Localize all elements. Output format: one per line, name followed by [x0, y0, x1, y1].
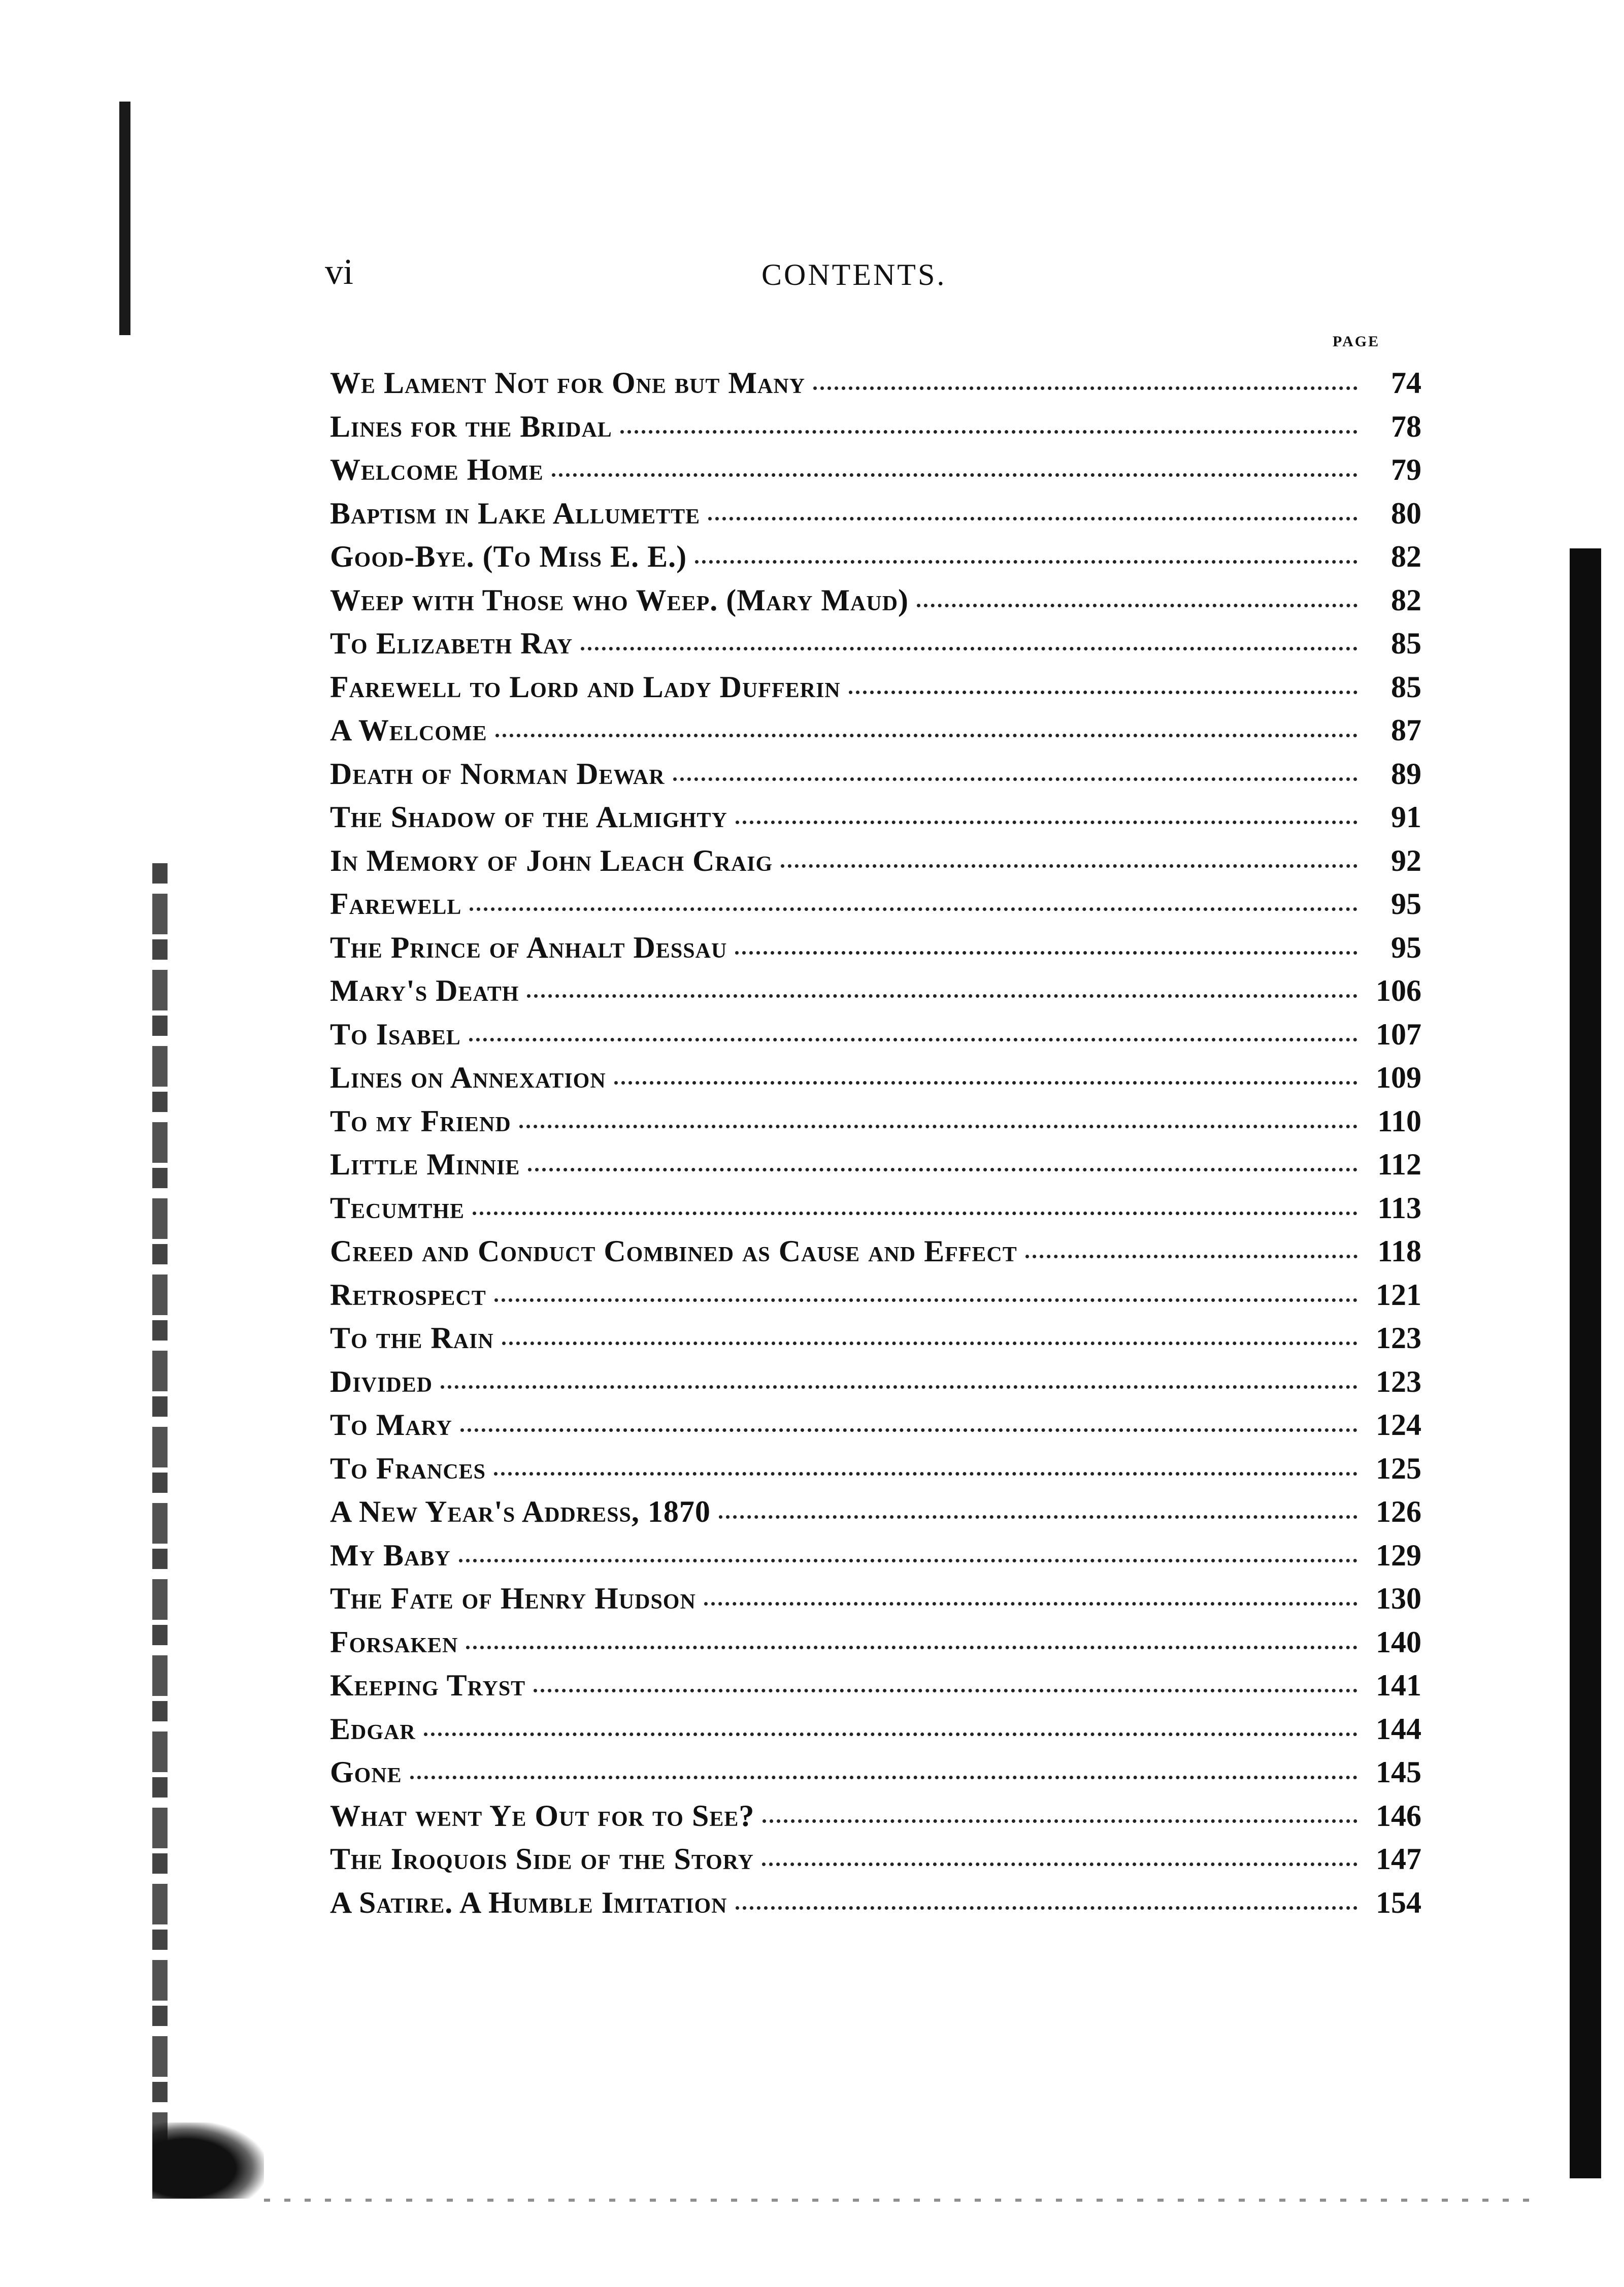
toc-entry-page: 85	[1391, 627, 1421, 660]
dot-leader	[528, 1168, 1357, 1171]
toc-entry-page: 106	[1376, 974, 1421, 1007]
toc-entry-title: To my Friend	[330, 1104, 511, 1138]
toc-entry	[330, 670, 1421, 713]
toc-entry-title: Lines on Annexation	[330, 1061, 606, 1094]
toc-entry	[330, 757, 1421, 800]
dot-leader	[470, 907, 1357, 911]
toc-entry	[330, 366, 1421, 409]
dot-leader	[719, 1515, 1357, 1519]
toc-entry-title: The Prince of Anhalt Dessau	[330, 930, 727, 964]
toc-entry	[330, 1104, 1421, 1148]
toc-entry-title: Creed and Conduct Combined as Cause and Effect	[330, 1234, 1017, 1268]
dot-leader	[736, 1906, 1357, 1910]
toc-entry-title: Keeping Tryst	[330, 1669, 526, 1702]
dot-leader	[695, 560, 1357, 564]
toc-entry-page: 121	[1376, 1278, 1421, 1312]
scan-edge-left	[119, 102, 130, 335]
toc-entry	[330, 843, 1421, 887]
dot-leader	[849, 691, 1357, 694]
toc-entry-title: In Memory of John Leach Craig	[330, 843, 773, 877]
toc-entry	[330, 452, 1421, 496]
dot-leader	[708, 517, 1357, 520]
toc-entry	[330, 496, 1421, 540]
toc-entry-page: 109	[1376, 1061, 1421, 1094]
dot-leader	[1025, 1255, 1357, 1258]
toc-entry-title: To Isabel	[330, 1017, 461, 1051]
toc-entry	[330, 1799, 1421, 1842]
toc-entry	[330, 800, 1421, 843]
toc-entry	[330, 1755, 1421, 1799]
toc-entry-title: My Baby	[330, 1538, 451, 1572]
dot-leader	[735, 951, 1357, 955]
toc-entry	[330, 626, 1421, 670]
ink-blot	[152, 2122, 264, 2199]
scan-edge-right	[1570, 548, 1601, 2178]
toc-entry	[330, 713, 1421, 757]
toc-entry	[330, 1668, 1421, 1712]
toc-entry-title: Edgar	[330, 1712, 416, 1746]
toc-entry-title: A Satire. A Humble Imitation	[330, 1885, 727, 1919]
dot-leader	[614, 1081, 1357, 1085]
toc-entry	[330, 1147, 1421, 1191]
toc-entry-page: 125	[1376, 1451, 1421, 1485]
toc-entry	[330, 1581, 1421, 1625]
dot-leader	[494, 1472, 1357, 1476]
toc-entry	[330, 1625, 1421, 1669]
toc-entry-page: 95	[1391, 930, 1421, 964]
toc-entry-title: The Fate of Henry Hudson	[330, 1582, 696, 1615]
toc-entry	[330, 1712, 1421, 1755]
toc-entry-page: 141	[1376, 1669, 1421, 1702]
dot-leader	[502, 1342, 1357, 1345]
dot-leader	[469, 1038, 1357, 1041]
toc-entry-title: We Lament Not for One but Many	[330, 366, 806, 400]
toc-entry-page: 118	[1377, 1234, 1421, 1268]
dot-leader	[527, 994, 1357, 998]
toc-entry-page: 85	[1391, 670, 1421, 704]
toc-entry-title: Gone	[330, 1755, 402, 1789]
toc-entry-title: Farewell to Lord and Lady Dufferin	[330, 670, 841, 704]
toc-entry-title: Mary's Death	[330, 974, 519, 1007]
dot-leader	[534, 1689, 1357, 1692]
dot-leader	[495, 734, 1357, 737]
dot-leader	[424, 1733, 1357, 1736]
dot-leader	[494, 1298, 1357, 1302]
scan-bottom-noise	[264, 2199, 1533, 2202]
toc-entry-page: 107	[1376, 1017, 1421, 1051]
toc-entry-page: 80	[1391, 496, 1421, 530]
page-header	[325, 249, 1411, 300]
toc-entry	[330, 1017, 1421, 1061]
toc-entry-page: 91	[1391, 800, 1421, 834]
toc-entry-page: 123	[1376, 1364, 1421, 1398]
toc-entry-title: Good-Bye. (To Miss E. E.)	[330, 540, 687, 573]
toc-entry	[330, 1842, 1421, 1885]
toc-entry	[330, 1364, 1421, 1408]
toc-entry-page: 140	[1376, 1625, 1421, 1659]
page-number: vi	[325, 251, 354, 292]
toc-entry-page: 82	[1391, 583, 1421, 617]
toc-entry	[330, 1321, 1421, 1364]
toc-entry-title: A Welcome	[330, 713, 487, 747]
toc-entry-title: Farewell	[330, 887, 462, 921]
toc-entry-title: Weep with Those who Weep. (Mary Maud)	[330, 583, 909, 617]
toc-entry	[330, 1494, 1421, 1538]
toc-entry-page: 126	[1376, 1495, 1421, 1528]
toc-entry	[330, 1060, 1421, 1104]
toc-entry	[330, 1538, 1421, 1582]
toc-entry-title: A New Year's Address, 1870	[330, 1495, 711, 1528]
toc-entry-title: To Elizabeth Ray	[330, 627, 573, 660]
table-of-contents	[330, 366, 1421, 1929]
toc-entry-title: Retrospect	[330, 1278, 486, 1312]
toc-entry-title: Welcome Home	[330, 453, 544, 486]
toc-entry-page: 144	[1376, 1712, 1421, 1746]
dot-leader	[441, 1385, 1357, 1389]
toc-entry-page: 145	[1376, 1755, 1421, 1789]
toc-entry-page: 110	[1377, 1104, 1421, 1138]
running-head: CONTENTS.	[761, 258, 947, 291]
dot-leader	[736, 821, 1357, 824]
toc-entry-page: 130	[1376, 1582, 1421, 1615]
toc-entry	[330, 539, 1421, 583]
toc-entry-page: 113	[1377, 1191, 1421, 1225]
dot-leader	[459, 1559, 1357, 1562]
toc-entry	[330, 1451, 1421, 1495]
toc-entry	[330, 583, 1421, 627]
toc-entry-page: 123	[1376, 1321, 1421, 1355]
dot-leader	[917, 604, 1357, 607]
toc-entry-page: 129	[1376, 1538, 1421, 1572]
dot-leader	[460, 1428, 1357, 1432]
toc-entry	[330, 409, 1421, 453]
dot-leader	[781, 864, 1357, 868]
toc-entry-title: To Mary	[330, 1408, 452, 1442]
toc-entry-title: Divided	[330, 1364, 433, 1398]
dot-leader	[762, 1863, 1357, 1866]
toc-entry-page: 92	[1391, 843, 1421, 877]
page-column-label: PAGE	[1333, 333, 1380, 350]
toc-entry-title: Death of Norman Dewar	[330, 757, 665, 791]
toc-entry-title: What went Ye Out for to See?	[330, 1799, 755, 1833]
dot-leader	[466, 1646, 1357, 1649]
toc-entry-page: 87	[1391, 713, 1421, 747]
toc-entry-page: 112	[1377, 1148, 1421, 1181]
toc-entry-page: 78	[1391, 409, 1421, 443]
toc-entry-title: Baptism in Lake Allumette	[330, 496, 701, 530]
toc-entry-page: 147	[1376, 1842, 1421, 1876]
dot-leader	[473, 1212, 1357, 1215]
dot-leader	[813, 386, 1357, 390]
toc-entry-page: 124	[1376, 1408, 1421, 1442]
toc-entry	[330, 930, 1421, 974]
dot-leader	[673, 777, 1357, 781]
toc-entry	[330, 1234, 1421, 1278]
toc-entry	[330, 1885, 1421, 1929]
dot-leader	[620, 430, 1357, 434]
toc-entry-title: Forsaken	[330, 1625, 458, 1659]
toc-entry-title: Little Minnie	[330, 1148, 520, 1181]
dot-leader	[410, 1776, 1357, 1779]
dot-leader	[519, 1125, 1357, 1128]
scan-margin-marks	[152, 863, 168, 2183]
toc-entry	[330, 1278, 1421, 1321]
toc-entry	[330, 887, 1421, 930]
toc-entry-page: 146	[1376, 1799, 1421, 1833]
toc-entry-page: 82	[1391, 540, 1421, 573]
toc-entry-page: 79	[1391, 453, 1421, 486]
toc-entry	[330, 973, 1421, 1017]
toc-entry-title: To the Rain	[330, 1321, 494, 1355]
toc-entry-title: The Iroquois Side of the Story	[330, 1842, 754, 1876]
dot-leader	[704, 1602, 1357, 1606]
dot-leader	[581, 647, 1357, 650]
dot-leader	[552, 473, 1357, 477]
toc-entry-page: 154	[1376, 1885, 1421, 1919]
toc-entry-title: Tecumthe	[330, 1191, 465, 1225]
toc-entry	[330, 1408, 1421, 1451]
toc-entry-title: Lines for the Bridal	[330, 409, 612, 443]
toc-entry-page: 74	[1391, 366, 1421, 400]
toc-entry-page: 89	[1391, 757, 1421, 791]
dot-leader	[763, 1819, 1357, 1823]
toc-entry	[330, 1191, 1421, 1234]
toc-entry-page: 95	[1391, 887, 1421, 921]
toc-entry-title: The Shadow of the Almighty	[330, 800, 727, 834]
toc-entry-title: To Frances	[330, 1451, 486, 1485]
